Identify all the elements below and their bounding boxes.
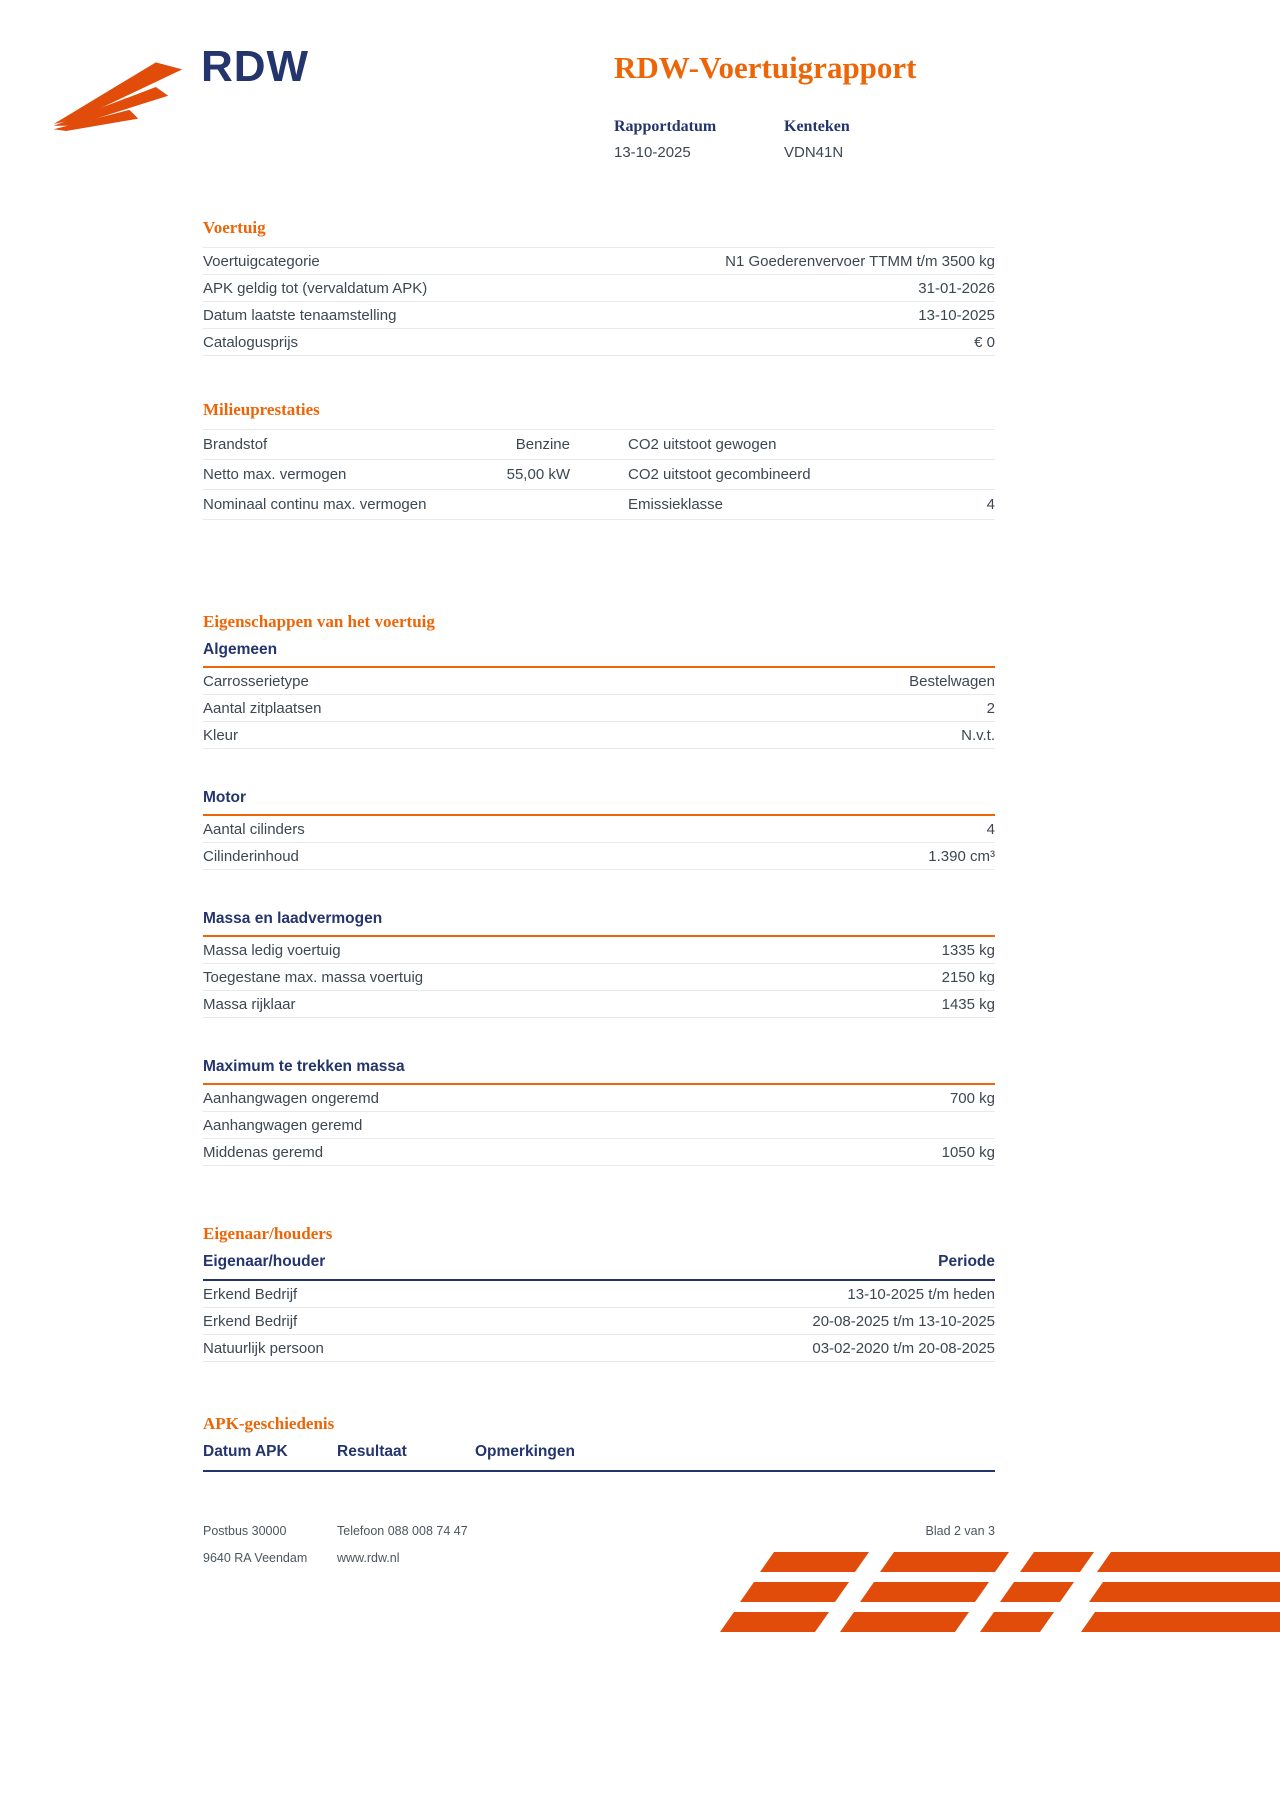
- table-row: [203, 490, 995, 520]
- row-value: 2150 kg: [941, 968, 995, 986]
- milieuprestaties-table: [203, 429, 995, 520]
- row-label: Emissieklasse: [628, 496, 724, 513]
- section-title-eigenschappen: Eigenschappen van het voertuig: [203, 612, 435, 631]
- row-value: N1 Goederenvervoer TTMM t/m 3500 kg: [725, 252, 995, 270]
- row-value: 2: [986, 699, 995, 717]
- row-label: Kleur: [203, 726, 239, 744]
- row-value: Benzine: [515, 436, 570, 453]
- table-row: [203, 937, 995, 964]
- table-row: [203, 460, 995, 490]
- license-plate-value: VDN41N: [784, 144, 844, 161]
- table-row: [203, 329, 995, 356]
- trekken-massa-table: [203, 1085, 995, 1166]
- section-eigenschappen: [203, 612, 995, 1166]
- row-label: Netto max. vermogen: [203, 466, 347, 483]
- table-row: [203, 1281, 995, 1308]
- group-massa: [203, 910, 995, 1018]
- page-title: RDW-Voertuigrapport: [614, 50, 917, 85]
- table-row: [203, 722, 995, 749]
- group-motor: [203, 789, 995, 870]
- table-row: [203, 695, 995, 722]
- row-value: 1050 kg: [941, 1143, 995, 1161]
- footer-line-1: [203, 1524, 995, 1538]
- apk-table-header: [203, 1443, 995, 1472]
- row-value: 20-08-2025 t/m 13-10-2025: [812, 1312, 995, 1330]
- row-label: Catalogusprijs: [203, 333, 299, 351]
- row-label: Cilinderinhoud: [203, 847, 299, 865]
- section-voertuig: [203, 218, 995, 356]
- row-value: 03-02-2020 t/m 20-08-2025: [812, 1339, 995, 1357]
- table-row: [203, 1335, 995, 1362]
- row-label: Toegestane max. massa voertuig: [203, 968, 424, 986]
- table-row: [203, 843, 995, 870]
- row-label: Carrosserietype: [203, 672, 309, 690]
- row-label: Brandstof: [203, 436, 268, 453]
- row-label: Datum laatste tenaamstelling: [203, 306, 397, 324]
- table-row: [203, 1139, 995, 1166]
- section-title-voertuig: Voertuig: [203, 218, 266, 237]
- table-row: [203, 275, 995, 302]
- row-value: 55,00 kW: [506, 466, 570, 483]
- row-label: Aantal cilinders: [203, 820, 305, 838]
- row-value: 4: [986, 820, 995, 838]
- footer-address-line1: Postbus 30000: [203, 1524, 287, 1538]
- row-value: N.v.t.: [961, 726, 995, 744]
- row-label: Aanhangwagen geremd: [203, 1116, 363, 1134]
- report-meta: [614, 118, 954, 161]
- table-row: [203, 302, 995, 329]
- license-plate-block: [784, 118, 954, 161]
- report-date-value: 13-10-2025: [614, 144, 691, 161]
- table-row: [203, 430, 995, 460]
- table-row: [203, 668, 995, 695]
- table-row: [203, 248, 995, 275]
- row-value: 1335 kg: [941, 941, 995, 959]
- section-apk-geschiedenis: [203, 1414, 995, 1472]
- footer-address-line2: 9640 RA Veendam: [203, 1551, 308, 1565]
- group-algemeen: [203, 641, 995, 749]
- row-value: 1435 kg: [941, 995, 995, 1013]
- row-label: Erkend Bedrijf: [203, 1285, 298, 1303]
- table-row: [203, 964, 995, 991]
- table-row: [203, 816, 995, 843]
- apk-col-opmerkingen: Opmerkingen: [475, 1443, 575, 1460]
- report-date-block: [614, 118, 784, 161]
- row-label: Natuurlijk persoon: [203, 1339, 324, 1357]
- row-label: Massa ledig voertuig: [203, 941, 341, 959]
- section-title-milieuprestaties: Milieuprestaties: [203, 400, 320, 419]
- motor-table: [203, 816, 995, 870]
- row-label: Aantal zitplaatsen: [203, 699, 322, 717]
- row-label: Middenas geremd: [203, 1143, 324, 1161]
- row-label: CO2 uitstoot gecombineerd: [628, 466, 811, 483]
- row-value: 13-10-2025: [918, 306, 995, 324]
- license-plate-label: Kenteken: [784, 118, 850, 135]
- table-row: [203, 991, 995, 1018]
- row-value: 1.390 cm³: [928, 847, 995, 865]
- report-date-label: Rapportdatum: [614, 118, 717, 135]
- footer-website: www.rdw.nl: [337, 1551, 400, 1565]
- massa-table: [203, 937, 995, 1018]
- group-title-motor: Motor: [203, 789, 995, 816]
- report-header: [0, 0, 1280, 200]
- row-label: Massa rijklaar: [203, 995, 296, 1013]
- row-label: Erkend Bedrijf: [203, 1312, 298, 1330]
- apk-col-datum: Datum APK: [203, 1443, 288, 1460]
- eigenaar-table-header: [203, 1253, 995, 1281]
- row-value: 13-10-2025 t/m heden: [847, 1285, 995, 1303]
- section-eigenaar: [203, 1224, 995, 1362]
- row-value: Bestelwagen: [909, 672, 995, 690]
- rdw-flag-graphic: [665, 1548, 1280, 1643]
- row-label: Nominaal continu max. vermogen: [203, 496, 427, 513]
- row-value: 700 kg: [949, 1089, 995, 1107]
- algemeen-table: [203, 668, 995, 749]
- footer-page-number: Blad 2 van 3: [925, 1524, 995, 1538]
- row-label: Voertuigcategorie: [203, 252, 320, 270]
- row-label: Aanhangwagen ongeremd: [203, 1089, 379, 1107]
- row-label: CO2 uitstoot gewogen: [628, 436, 777, 453]
- row-value: € 0: [974, 333, 995, 351]
- table-row: [203, 1085, 995, 1112]
- report-body: [203, 218, 995, 1565]
- periode-col-header: Periode: [938, 1253, 995, 1270]
- footer-phone: Telefoon 088 008 74 47: [337, 1524, 468, 1538]
- apk-col-resultaat: Resultaat: [337, 1443, 407, 1460]
- group-title-massa: Massa en laadvermogen: [203, 910, 995, 937]
- group-title-trekken-massa: Maximum te trekken massa: [203, 1058, 995, 1085]
- table-row: [203, 1112, 995, 1139]
- section-milieuprestaties: [203, 400, 995, 520]
- eigenaar-table: [203, 1281, 995, 1362]
- voertuig-table: [203, 247, 995, 356]
- table-row: [203, 1308, 995, 1335]
- rdw-swoosh-icon: [52, 58, 184, 138]
- row-value: 4: [986, 496, 995, 513]
- row-value: 31-01-2026: [918, 279, 995, 297]
- eigenaar-col-header: Eigenaar/houder: [203, 1253, 326, 1270]
- section-title-apk: APK-geschiedenis: [203, 1414, 335, 1433]
- group-trekken-massa: [203, 1058, 995, 1166]
- row-label: APK geldig tot (vervaldatum APK): [203, 279, 428, 297]
- group-title-algemeen: Algemeen: [203, 641, 995, 668]
- rdw-logo-text: RDW: [201, 42, 310, 91]
- section-title-eigenaar: Eigenaar/houders: [203, 1224, 333, 1243]
